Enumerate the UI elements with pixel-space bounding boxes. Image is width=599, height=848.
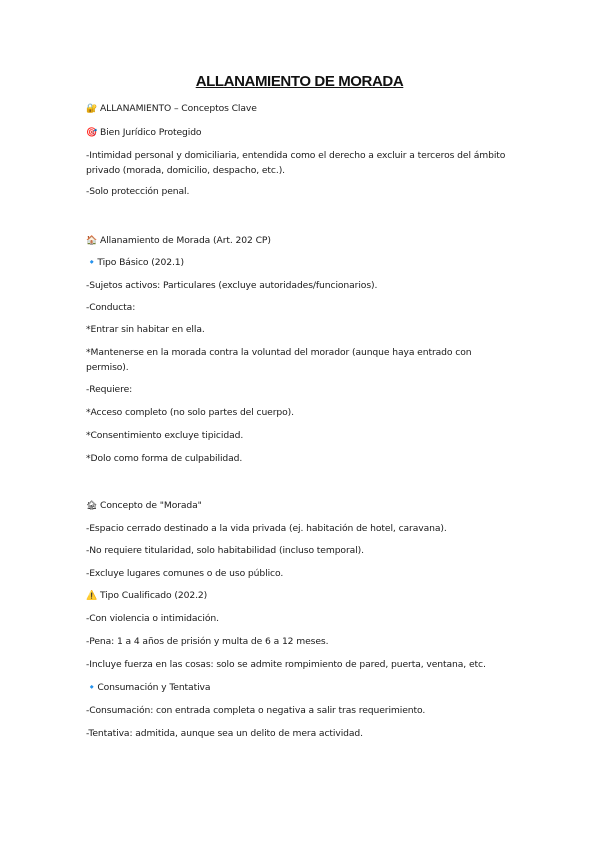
paragraph: -Requiere: xyxy=(86,384,133,395)
paragraph: -Excluye lugares comunes o de uso público. xyxy=(86,568,284,579)
paragraph: *Consentimiento excluye tipicidad. xyxy=(86,430,244,441)
paragraph: -Intimidad personal y domiciliaria, entendida como el derecho a excluir a terceros del ámbito privado (morada, domicilio, despacho, etc.). xyxy=(86,150,506,176)
lock-key-icon: 🔐 xyxy=(86,104,98,114)
paragraph: -Pena: 1 a 4 años de prisión y multa de 6 a 12 meses. xyxy=(86,636,329,647)
line-text: Allanamiento de Morada (Art. 202 CP) xyxy=(100,235,271,246)
home-outline-icon: 🏚 xyxy=(86,501,98,511)
paragraph: -No requiere titularidad, solo habitabilidad (incluso temporal). xyxy=(86,545,364,556)
paragraph: -Con violencia o intimidación. xyxy=(86,613,219,624)
paragraph: -Tentativa: admitida, aunque sea un delito de mera actividad. xyxy=(86,728,363,739)
paragraph: -Solo protección penal. xyxy=(86,186,190,197)
line-text: Concepto de "Morada" xyxy=(100,500,202,511)
line-text: Bien Jurídico Protegido xyxy=(100,127,202,138)
section-heading-concepto-morada xyxy=(86,498,526,514)
paragraph: -Conducta: xyxy=(86,302,136,313)
section-heading-allanamiento xyxy=(86,101,526,117)
section-heading-tipo-cualificado xyxy=(86,588,526,604)
paragraph: *Entrar sin habitar en ella. xyxy=(86,324,205,335)
subheading-consumacion: 🔹Consumación y Tentativa xyxy=(86,682,211,693)
line-text: Tipo Cualificado (202.2) xyxy=(100,590,208,601)
house-icon: 🏠 xyxy=(86,236,98,246)
paragraph: *Acceso completo (no solo partes del cuerpo). xyxy=(86,407,294,418)
section-heading-allanamiento-morada xyxy=(86,233,526,249)
document-title: ALLANAMIENTO DE MORADA xyxy=(195,73,404,90)
subheading-tipo-basico: 🔹Tipo Básico (202.1) xyxy=(86,257,185,268)
paragraph: -Espacio cerrado destinado a la vida privada (ej. habitación de hotel, caravana). xyxy=(86,523,447,534)
warning-icon: ⚠️ xyxy=(86,591,98,601)
paragraph: *Mantenerse en la morada contra la voluntad del morador (aunque haya entrado con permiso). xyxy=(86,347,472,373)
paragraph: *Dolo como forma de culpabilidad. xyxy=(86,453,243,464)
paragraph: -Sujetos activos: Particulares (excluye autoridades/funcionarios). xyxy=(86,280,378,291)
paragraph: -Incluye fuerza en las cosas: solo se admite rompimiento de pared, puerta, ventana, etc. xyxy=(86,659,486,670)
target-icon: 🎯 xyxy=(86,128,98,138)
section-heading-bien-juridico xyxy=(86,125,526,141)
line-text: ALLANAMIENTO – Conceptos Clave xyxy=(100,103,257,114)
paragraph: -Consumación: con entrada completa o negativa a salir tras requerimiento. xyxy=(86,705,426,716)
